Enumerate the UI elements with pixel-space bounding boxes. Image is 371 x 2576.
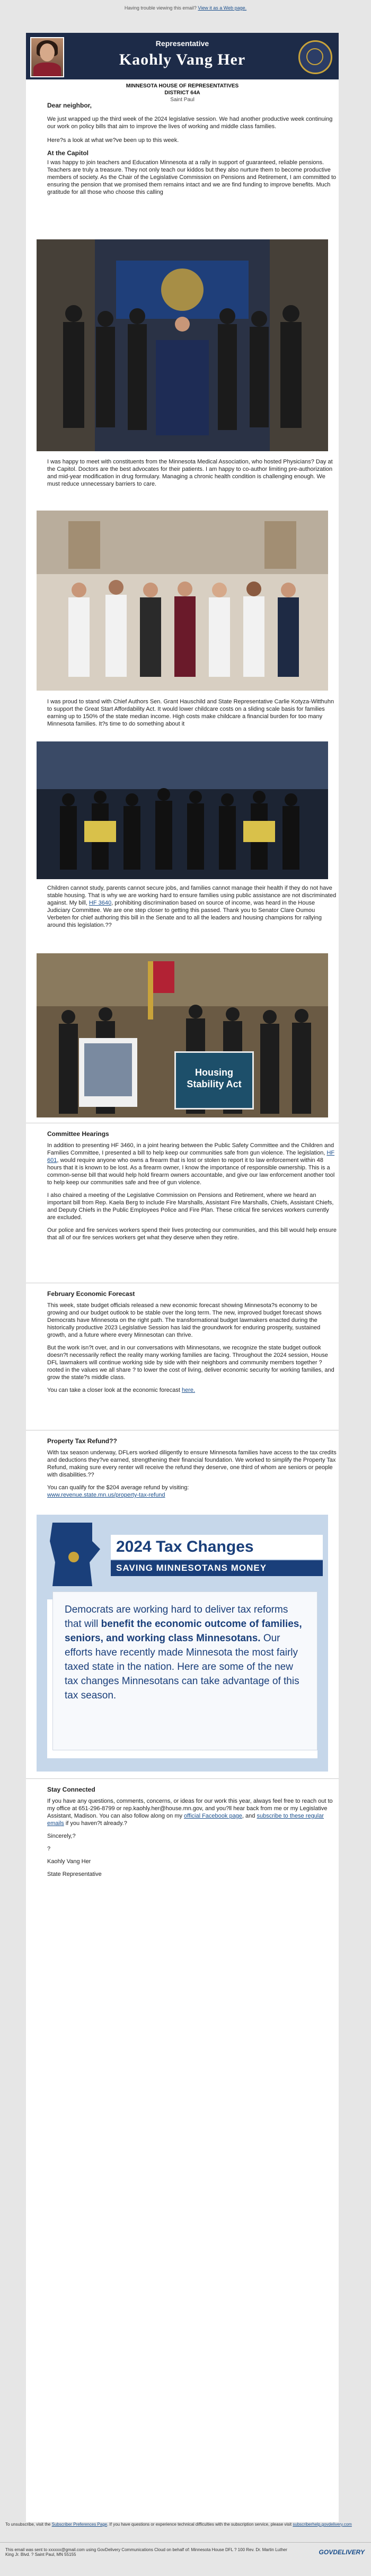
committee-paragraph-2: I also chaired a meeting of the Legislative Commission on Pensions and Retirement, where we heard an important bill from Rep. Kaela Berg to include Fire Marshalls, Assistant Fire Marshalls, Chiefs, Assistant Chiefs, and Deputy Chiefs in the Public Employees Police and Fire Plan. These critical fire services workers currently are excluded. (47, 1192, 334, 1221)
capitol-paragraph-4 (47, 884, 339, 929)
footer-text-b: . If you have questions or experience technical difficulties with the subscription service, please visit (107, 2522, 292, 2527)
contact-text-c: if you haven?t already.? (65, 1820, 127, 1827)
help-link[interactable]: subscriberhelp.govdelivery.com (293, 2522, 352, 2527)
intro-section (37, 102, 349, 196)
forecast-section (37, 1290, 349, 1394)
capitol-paragraph-2: I was happy to meet with constituents from the Minnesota Medical Association, who hosted Physicians? Day at the Capitol. Doctors are the best advocates for their patients. I am happy to co-author limiting pre-authorization and mid-year modification in drug formulary. Managing a chronic health condition is challenging enough. We must reduce unnecessary barriers to care. (47, 459, 333, 487)
forecast-text: You can take a closer look at the economic forecast (47, 1387, 180, 1393)
committee-heading: Committee Hearings (47, 1130, 109, 1138)
top-note-text: Having trouble viewing this email? (124, 5, 197, 11)
footer-unsubscribe (0, 2522, 371, 2527)
committee-paragraph-1 (47, 1142, 339, 1186)
tax-description (52, 1591, 317, 1750)
committee-paragraph-3: Our police and fire services workers spend their lives protecting our communities, and this bill would help ensure that all of our fire services workers get what they deserve when they retire. (47, 1227, 337, 1241)
housing-stability-sign: Housing Stability Act (174, 1051, 254, 1110)
header-name: Kaohly Vang Her (119, 51, 246, 68)
forecast-heading: February Economic Forecast (47, 1290, 135, 1298)
committee-section (37, 1130, 349, 1241)
capitol-paragraph-3: I was proud to stand with Chief Authors Sen. Grant Hauschild and State Representative Carlie Kotyza-Witthuhn to support the Great Start Affordability Act. It would lower childcare costs on a sliding scale basis for families earning up to 150% of the state median income. High costs make childcare a financial burden for too many Minnesota families. It?s time to do something about it (47, 699, 334, 727)
house-info (26, 79, 339, 103)
greeting: Dear neighbor, (47, 102, 92, 109)
tax-text-b: Our efforts have recently made Minnesota the most fairly taxed state in the nation. Here are some of the new tax changes Minnesotans can take advantage of this tax season. (65, 1633, 299, 1701)
sincerely: Sincerely,? (47, 1833, 76, 1839)
header-role: Representative (155, 39, 209, 48)
refund-paragraph-1: With tax season underway, DFLers worked diligently to ensure Minnesota families have access to the tax credits and deductions they?ve earned, strengthening their financial foundation. We worked to simplify the Property Tax Refund, making sure every renter will receive the refund they deserve, one third of whom are seniors or people with disabilities.?? (47, 1450, 337, 1478)
refund-heading: Property Tax Refund?? (47, 1437, 117, 1445)
facebook-link[interactable]: official Facebook page (184, 1813, 242, 1819)
forecast-paragraph-3 (47, 1387, 339, 1394)
committee-text-b: , would require anyone who owns a firearm that is lost or stolen to report it to law enforcement within 48 hours that it is known to be lost. As a firearm owner, I know the importance of responsible ownership. This is a common-sense bill that would help hold firearm owners accountable, and give our law enforcement another tool to help keep our communities safe and free of gun violence. (47, 1157, 335, 1186)
contact-text-a: If you have any questions, comments, concerns, or ideas for our work this year, always feel free to reach out to my office at 651-296-8799 or rep.kaohly.her@house.mn.gov, and you?ll hear back from me or my Legislative Assistant, Madison. You can also follow along on my (47, 1798, 333, 1819)
contact-section (37, 1786, 349, 1878)
contact-paragraph (47, 1797, 339, 1827)
refund-section (37, 1437, 349, 1499)
footer-text-a: To unsubscribe, visit the (5, 2522, 51, 2527)
house-seal-icon (298, 40, 332, 74)
intro-paragraph: We just wrapped up the third week of the 2024 legislative session. We had another productive week continuing our work on policy bills that aim to improve the lives of working and middle class families. (47, 116, 333, 130)
housing-photo (37, 953, 328, 1117)
top-note (0, 0, 371, 15)
house-district: DISTRICT 64A (164, 90, 200, 96)
housing-text-a: Children cannot study, parents cannot secure jobs, and families cannot manage their health if they do not have stable housing. That is why we are working hard to ensure families using public assistance are not discriminated against. My bill, (47, 885, 337, 906)
housing-section (37, 884, 349, 929)
email-header (26, 33, 339, 79)
tax-title-box (111, 1535, 323, 1559)
minnesota-map-icon (42, 1520, 105, 1589)
preferences-link[interactable]: Subscriber Preferences Page (51, 2522, 108, 2527)
refund-link[interactable]: www.revenue.state.mn.us/property-tax-refund (47, 1492, 165, 1498)
capitol-paragraph-1: I was happy to join teachers and Education Minnesota at a rally in support of guaranteed, reliable pensions. Teachers are truly a treasure. They not only teach our kiddos but they also nurture them to become productive members of society. As the Chair of the Legislative Commission on Pensions and Retirement, I am committed to ensuring the pension that we promised them remains intact and we are find funding to improve benefits. Much gratitude for all those who choose this calling (47, 159, 337, 195)
committee-text-a: In addition to presenting HF 3460, in a joint hearing between the Public Safety Committee and the Children and Families Committee, I presented a bill to help keep our communities safe from gun violence. The legislation, (47, 1142, 334, 1156)
divider-4 (26, 1778, 339, 1779)
govdelivery-logo: GOVDELIVERY (319, 2548, 365, 2556)
tax-subtitle: SAVING MINNESOTANS MONEY (111, 1560, 323, 1576)
contact-heading: Stay Connected (47, 1786, 95, 1793)
placeholder-mark: ? (47, 1846, 51, 1852)
childcare-photo (37, 741, 328, 879)
signoff-title: State Representative (47, 1871, 102, 1877)
house-name: MINNESOTA HOUSE OF REPRESENTATIVES (126, 83, 239, 89)
medical-section (37, 458, 349, 488)
signoff-name: Kaohly Vang Her (47, 1858, 91, 1865)
childcare-section (37, 698, 349, 728)
footer-divider (0, 2542, 371, 2543)
house-city: Saint Paul (170, 97, 195, 103)
physicians-day-photo (37, 511, 328, 691)
tax-text-a: Democrats are working hard to deliver tax reforms that will (65, 1604, 288, 1630)
tax-title: 2024 Tax Changes (116, 1538, 254, 1555)
subscribe-link[interactable]: subscribe to these regular emails (47, 1813, 324, 1827)
hf601-link[interactable]: HF 601 (47, 1150, 335, 1164)
view-web-link[interactable]: View it as a Web page. (198, 5, 247, 11)
forecast-paragraph-2: But the work isn?t over, and in our conversations with Minnesotans, we recognize the state budget outlook doesn?t necessarily reflect the reality many working families are facing. Throughout the 2024 session, House DFL lawmakers will continue working side by side with their neighbors and community members together ? rooted in the values we all share ? to lower the cost of living, deliver economic security for working families, and grow the state?s middle class. (47, 1345, 334, 1381)
tax-text-bold: benefit the economic outcome of families, seniors, and working class Minnesotans. (65, 1618, 302, 1644)
housing-text-b: , prohibiting discrimination based on source of income, was heard in the House Judiciary Committee. We are one step closer to getting this passed. Thank you to Senator Clare Oumou Verbeten for chief authoring this bill in the Senate and to all the leaders and housing champions for rallying around this legislation.?? (47, 900, 322, 928)
tax-changes-graphic (37, 1515, 328, 1772)
footer-sent-info: This email was sent to xxxxxx@gmail.com using GovDelivery Communications Cloud on behalf of: Minnesota House DFL ? 100 Rev. Dr. Martin Luther King Jr. Blvd. ? Saint Paul, MN 55155 (5, 2547, 287, 2557)
forecast-paragraph-1: This week, state budget officials released a new economic forecast showing Minnesota?s economy to be growing and our budget outlook to be stable over the long term. The new, improved budget forecast shows Democrats have Minnesota on the right path. The transformational budget lawmakers enacted during the historically productive 2023 Legislative Session has laid the groundwork for enduring prosperity, sustained growth, and a future where every Minnesotan can thrive. (47, 1302, 322, 1338)
hf3640-link[interactable]: HF 3640 (89, 900, 112, 906)
intro-paragraph-2: Here?s a look at what we?ve been up to this week. (47, 137, 179, 144)
forecast-here-link[interactable]: here. (181, 1387, 196, 1393)
capitol-heading: At the Capitol (47, 149, 89, 157)
rally-photo (37, 239, 328, 451)
refund-paragraph-2: You can qualify for the $204 average refund by visiting: (47, 1484, 189, 1491)
contact-text-b: , and (242, 1813, 255, 1819)
